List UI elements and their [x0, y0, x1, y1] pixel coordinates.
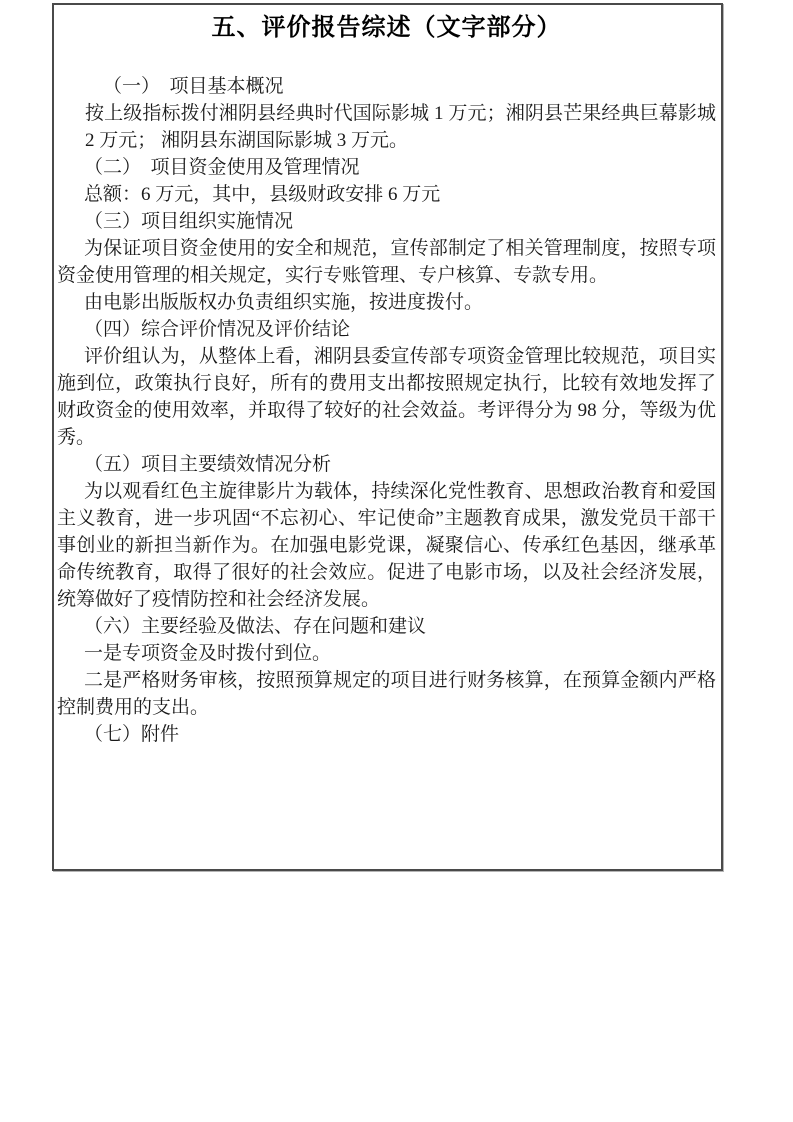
para-fund-total: 总额：6 万元，其中，县级财政安排 6 万元: [84, 184, 441, 205]
para-experience-two: 二是严格财务审核，按照预算规定的项目进行财务核算，在预算金额内严格控制费用的支出。: [57, 670, 716, 718]
para-heading-5: （五）项目主要绩效情况分析: [84, 454, 332, 475]
para-experience-one: 一是专项资金及时拨付到位。: [84, 643, 332, 664]
para-fund-management: 为保证项目资金使用的安全和规范，宣传部制定了相关管理制度，按照专项资金使用管理的相关规定，实行专账管理、专户核算、专款专用。: [57, 238, 716, 286]
report-title: 五、评价报告综述（文字部分）: [211, 15, 562, 41]
para-heading-3: （三）项目组织实施情况: [84, 211, 294, 232]
para-heading-2: （二） 项目资金使用及管理情况: [84, 157, 360, 178]
para-performance-analysis: 为以观看红色主旋律影片为载体，持续深化党性教育、思想政治教育和爱国主义教育，进一步巩固“不忘初心、牢记使命”主题教育成果，激发党员干部干事创业的新担当新作为。在加强电影党课，凝聚信心、传承红色基因，继承革命传统教育，取得了很好的社会效应。促进了电影市场，以及社会经济发展，统筹做好了疫情防控和社会经济发展。: [57, 481, 716, 610]
para-heading-1: （一） 项目基本概况: [103, 76, 284, 97]
para-implementation-org: 由电影出版版权办负责组织实施，按进度拨付。: [84, 292, 484, 313]
report-border-box: [52, 3, 723, 871]
report-body: [57, 73, 716, 748]
para-heading-4: （四）综合评价情况及评价结论: [84, 319, 351, 340]
para-project-overview: 按上级指标拨付湘阴县经典时代国际影城 1 万元；湘阴县芒果经典巨幕影城 2 万元； 湘阴县东湖国际影城 3 万元。: [85, 103, 716, 151]
para-evaluation-conclusion: 评价组认为，从整体上看，湘阴县委宣传部专项资金管理比较规范，项目实施到位，政策执行良好，所有的费用支出都按照规定执行，比较有效地发挥了财政资金的使用效率，并取得了较好的社会效益。考评得分为 98 分，等级为优秀。: [57, 346, 716, 448]
para-heading-6: （六）主要经验及做法、存在问题和建议: [84, 616, 427, 637]
para-heading-7: （七）附件: [84, 724, 180, 745]
